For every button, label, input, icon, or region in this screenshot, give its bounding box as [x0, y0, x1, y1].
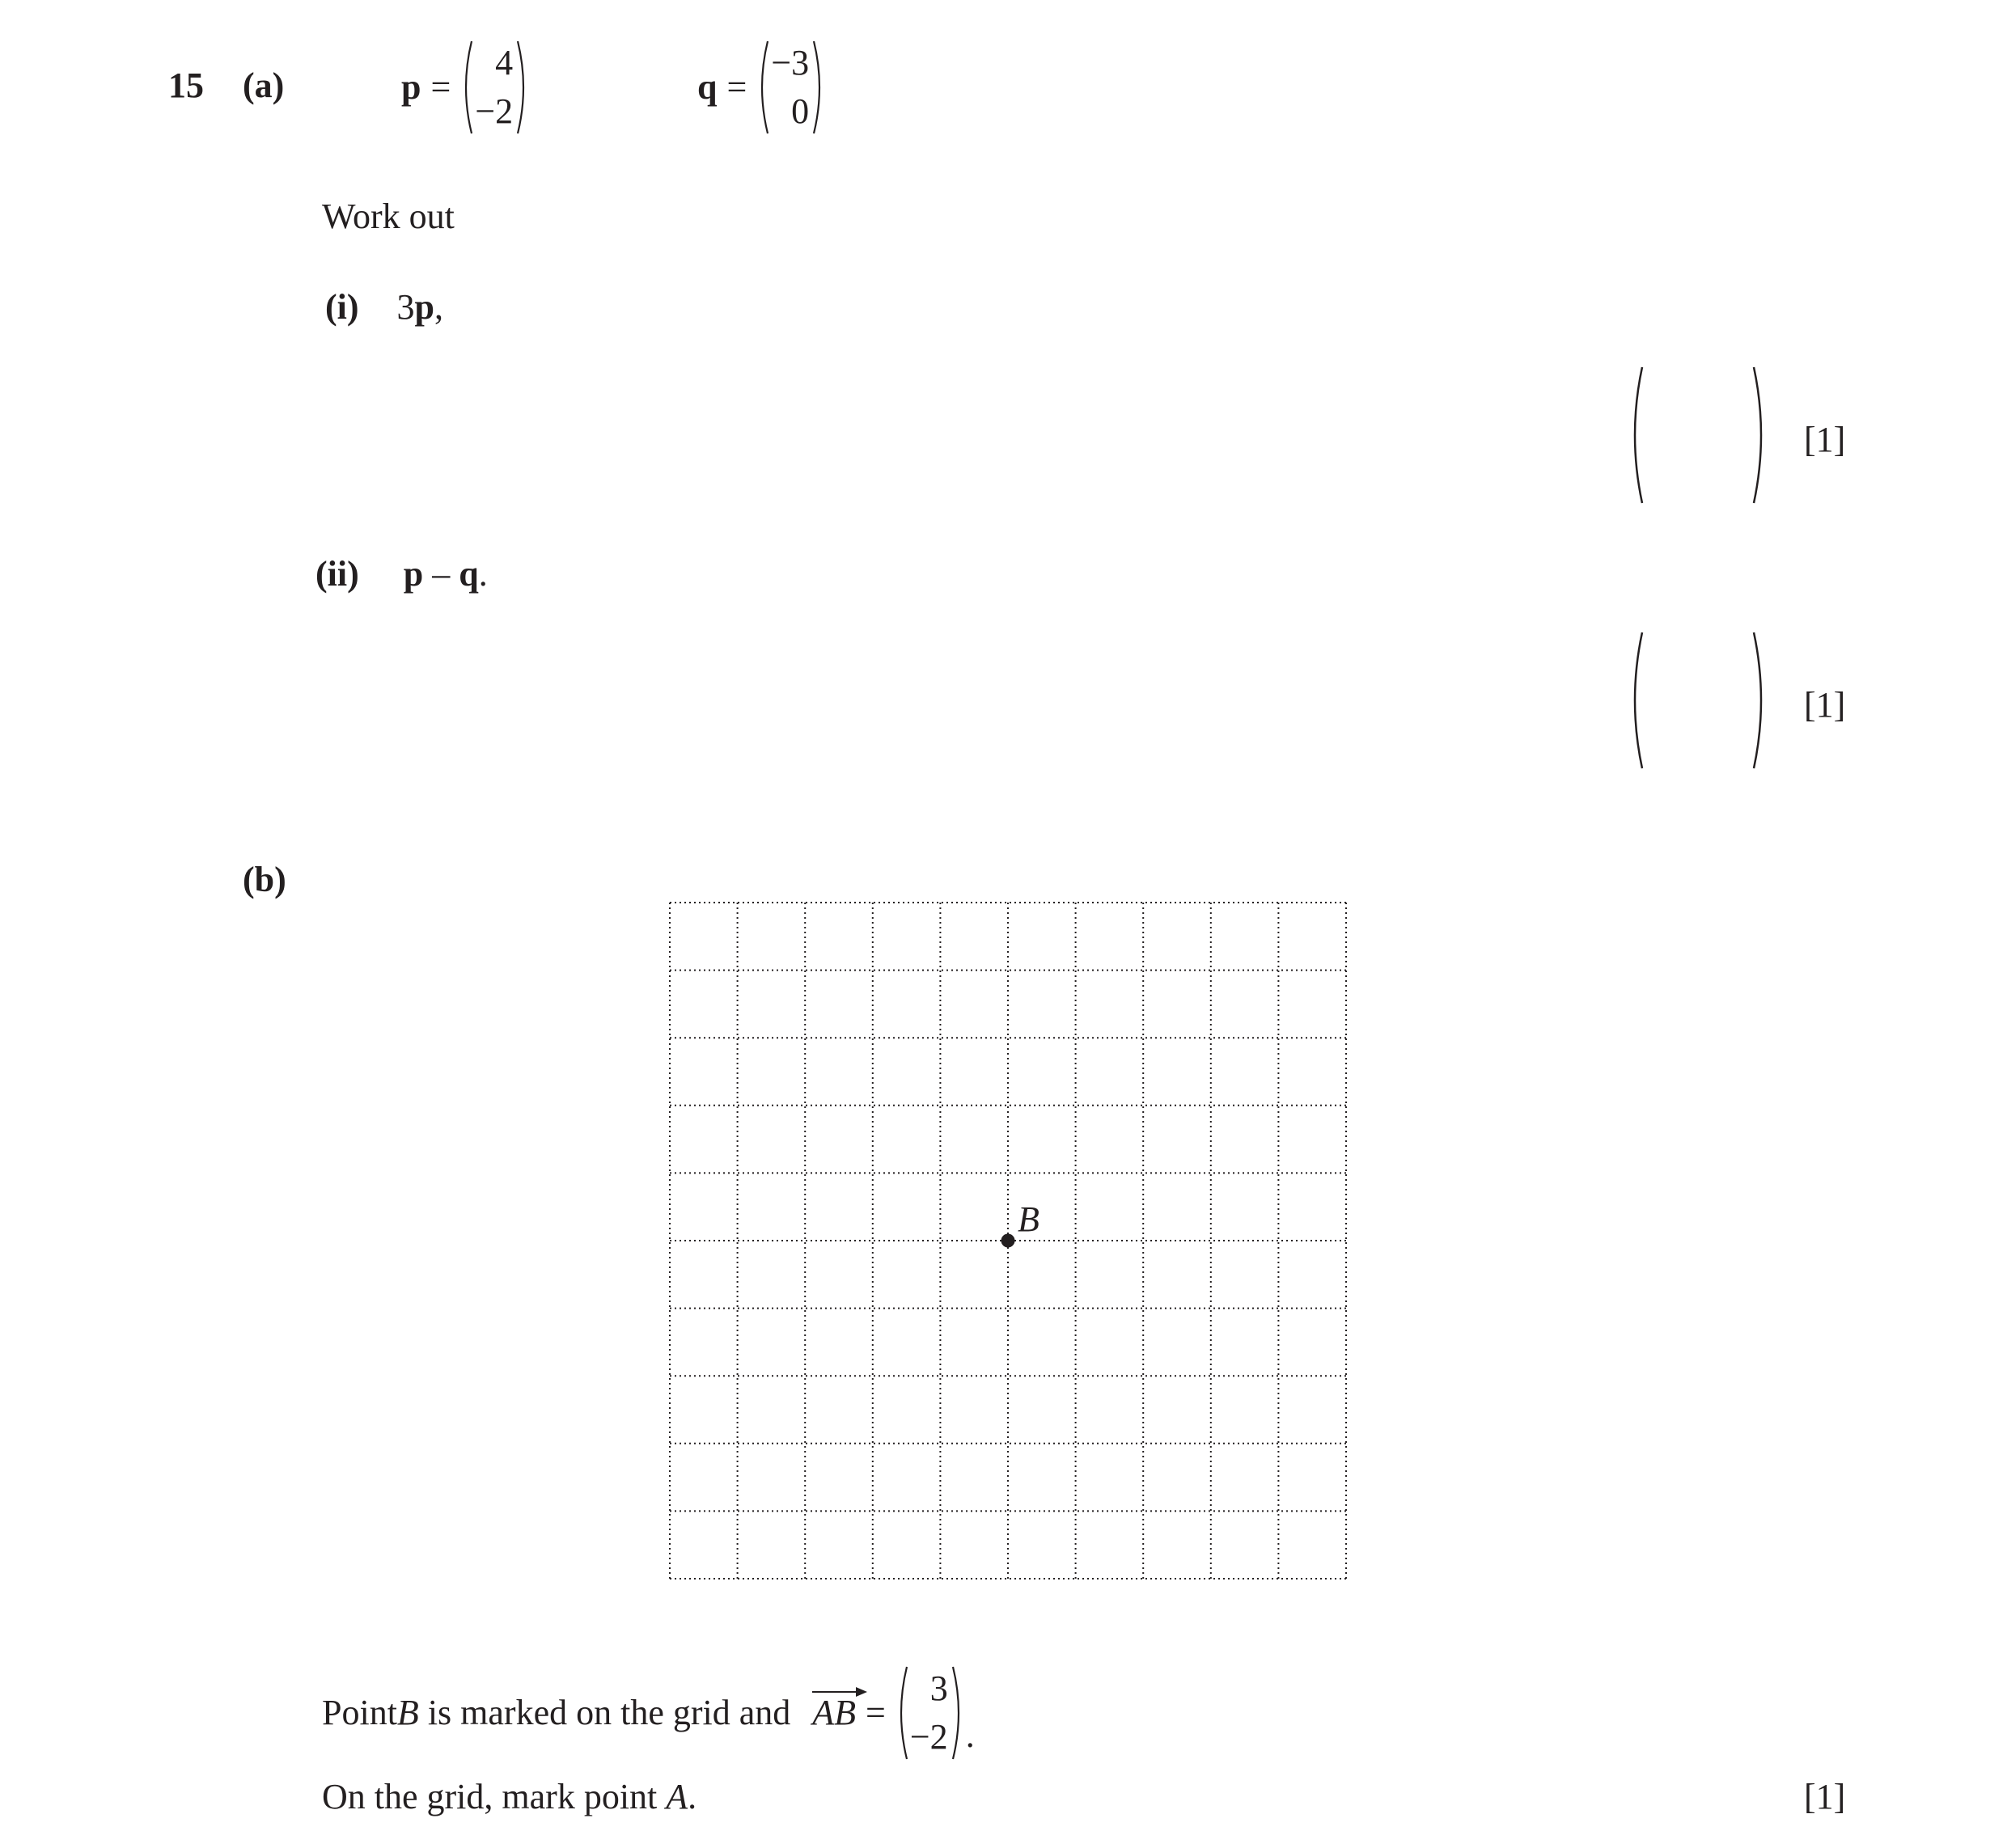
sub-ii-punctuation: . [478, 554, 488, 594]
statement-pre: Point [322, 1693, 397, 1732]
answer-bracket-i[interactable] [1626, 364, 1772, 506]
vector-p-equals: = [430, 67, 451, 107]
right-paren-icon [951, 1664, 966, 1761]
vector-q-name: q [697, 67, 718, 107]
vector-ab-equals: = [866, 1693, 886, 1732]
left-paren-icon [755, 39, 769, 136]
answer-bracket-ii[interactable] [1626, 629, 1772, 772]
sub-i-coefficient: 3 [396, 287, 415, 327]
point-b-marker [1001, 1234, 1015, 1248]
vector-q-column [755, 39, 827, 136]
left-paren-icon [894, 1664, 908, 1761]
vector-p-bottom: −2 [475, 91, 514, 131]
vector-p-name: p [401, 67, 421, 107]
part-a-label: (a) [243, 66, 285, 105]
sub-i-label: (i) [325, 287, 359, 327]
vector-p-column [459, 39, 531, 136]
task-end: . [688, 1777, 697, 1816]
sub-ii-label: (ii) [315, 554, 359, 594]
vector-q-definition [697, 39, 827, 136]
vector-q-top: −3 [771, 43, 810, 82]
statement-point-b: B [396, 1693, 419, 1732]
vector-ab [812, 1695, 856, 1731]
vector-ab-top: 3 [929, 1668, 948, 1708]
vector-ab-column [894, 1664, 966, 1761]
right-paren-icon [516, 39, 531, 136]
task-pre: On the grid, mark point [322, 1777, 667, 1816]
sub-i-variable: p [414, 287, 435, 327]
task-line [322, 1779, 697, 1815]
vector-q-bottom: 0 [791, 91, 810, 131]
marks-b: [1] [1804, 1777, 1846, 1816]
left-paren-icon [459, 39, 473, 136]
sub-ii-variable-p: p [403, 554, 424, 594]
vector-q-equals: = [726, 67, 747, 107]
vector-ab-bottom: −2 [909, 1717, 948, 1757]
statement-mid: is marked on the grid and [418, 1693, 800, 1732]
task-point-a: A [666, 1777, 688, 1816]
part-b-label: (b) [243, 860, 286, 899]
instruction-work-out: Work out [322, 197, 455, 236]
point-b-label: B [1018, 1199, 1039, 1239]
marks-ii: [1] [1804, 685, 1846, 725]
sub-ii-minus: – [432, 554, 451, 594]
square-grid[interactable] [668, 901, 1348, 1580]
sub-ii-variable-q: q [459, 554, 479, 594]
statement-line [322, 1664, 975, 1761]
right-paren-icon [812, 39, 827, 136]
sub-question-ii [315, 556, 488, 592]
statement-end: . [965, 1715, 975, 1755]
sub-question-i [325, 287, 444, 327]
vector-p-top: 4 [495, 43, 514, 82]
vector-arrow-icon [811, 1685, 869, 1698]
vector-ab-name: AB [812, 1693, 857, 1732]
sub-i-punctuation: , [434, 287, 444, 327]
vector-p-definition [401, 39, 531, 136]
question-number: 15 [168, 66, 204, 105]
marks-i: [1] [1804, 420, 1846, 459]
